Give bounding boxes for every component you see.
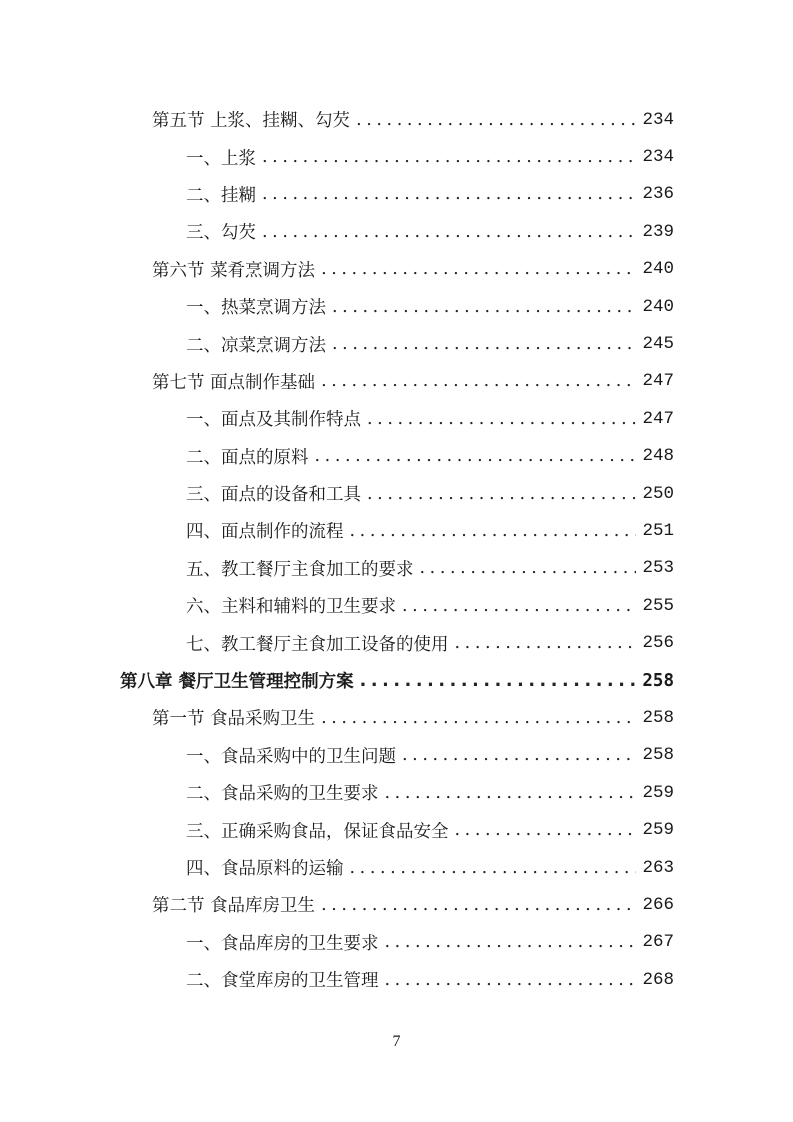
toc-subsection-entry[interactable]: [0, 624, 793, 661]
toc-section-entry[interactable]: [0, 363, 793, 400]
toc-dot-leader: [402, 596, 636, 616]
toc-entry-page-number: 263: [642, 857, 674, 878]
toc-dot-leader: [367, 409, 636, 429]
toc-entry-page-number: 256: [642, 633, 674, 654]
toc-entry-title: 一、食品采购中的卫生问题: [186, 746, 396, 767]
toc-dot-leader: [356, 110, 636, 130]
toc-dot-leader: [315, 446, 637, 466]
toc-dot-leader: [385, 932, 637, 952]
toc-dot-leader: [420, 558, 637, 578]
toc-entry-title: 七、教工餐厅主食加工设备的使用: [186, 634, 449, 655]
toc-dot-leader: [360, 671, 636, 691]
toc-entry-page-number: 234: [642, 109, 674, 130]
toc-entry-page-number: 236: [642, 184, 674, 205]
toc-entry-page-number: 251: [642, 520, 674, 541]
table-of-contents: [0, 101, 793, 998]
toc-subsection-entry[interactable]: [0, 512, 793, 549]
toc-dot-leader: [367, 484, 636, 504]
toc-dot-leader: [350, 521, 637, 541]
toc-entry-title: 第六节 菜肴烹调方法: [152, 260, 316, 281]
toc-entry-page-number: 267: [642, 932, 674, 953]
toc-dot-leader: [350, 858, 637, 878]
toc-entry-title: 一、面点及其制作特点: [186, 410, 361, 431]
toc-entry-title: 一、上浆: [186, 148, 256, 169]
toc-dot-leader: [455, 633, 637, 653]
toc-entry-page-number: 240: [642, 259, 674, 280]
toc-entry-title: 第七节 面点制作基础: [152, 372, 316, 393]
toc-dot-leader: [262, 222, 636, 242]
toc-dot-leader: [321, 259, 636, 279]
toc-subsection-entry[interactable]: [0, 213, 793, 250]
toc-subsection-entry[interactable]: [0, 550, 793, 587]
toc-entry-title: 第一节 食品采购卫生: [152, 709, 316, 730]
toc-subsection-entry[interactable]: [0, 325, 793, 362]
toc-entry-title: 六、主料和辅料的卫生要求: [186, 597, 396, 618]
toc-entry-page-number: 259: [642, 820, 674, 841]
toc-entry-page-number: 247: [642, 408, 674, 429]
toc-subsection-entry[interactable]: [0, 849, 793, 886]
toc-subsection-entry[interactable]: [0, 737, 793, 774]
toc-entry-title: 第二节 食品库房卫生: [152, 896, 316, 917]
toc-entry-title: 第五节 上浆、挂糊、勾芡: [152, 111, 351, 132]
toc-dot-leader: [402, 745, 636, 765]
toc-subsection-entry[interactable]: [0, 400, 793, 437]
toc-subsection-entry[interactable]: [0, 961, 793, 998]
toc-entry-title: 二、食品采购的卫生要求: [186, 784, 379, 805]
toc-dot-leader: [262, 147, 636, 167]
toc-dot-leader: [385, 783, 637, 803]
toc-entry-title: 四、食品原料的运输: [186, 859, 344, 879]
toc-entry-title: 五、教工餐厅主食加工的要求: [186, 559, 414, 580]
toc-subsection-entry[interactable]: [0, 176, 793, 213]
toc-entry-page-number: 258: [642, 745, 674, 766]
toc-subsection-entry[interactable]: [0, 288, 793, 325]
toc-chapter-entry[interactable]: [0, 662, 793, 699]
toc-dot-leader: [455, 820, 637, 840]
toc-entry-page-number: 268: [642, 969, 674, 990]
toc-section-entry[interactable]: [0, 699, 793, 736]
toc-entry-page-number: 240: [642, 296, 674, 317]
toc-entry-title: 二、挂糊: [186, 185, 256, 206]
toc-entry-page-number: 255: [642, 595, 674, 616]
toc-entry-title: 三、面点的设备和工具: [186, 485, 361, 506]
toc-dot-leader: [321, 708, 636, 728]
toc-entry-page-number: 245: [642, 334, 674, 355]
toc-subsection-entry[interactable]: [0, 811, 793, 848]
toc-dot-leader: [385, 970, 637, 990]
toc-entry-title: 二、面点的原料: [186, 447, 309, 468]
toc-dot-leader: [321, 895, 636, 915]
toc-subsection-entry[interactable]: [0, 138, 793, 175]
toc-subsection-entry[interactable]: [0, 475, 793, 512]
toc-entry-page-number: 248: [642, 446, 674, 467]
toc-entry-title: 一、食品库房的卫生要求: [186, 933, 379, 954]
toc-subsection-entry[interactable]: [0, 924, 793, 961]
toc-subsection-entry[interactable]: [0, 774, 793, 811]
toc-entry-page-number: 258: [642, 670, 674, 691]
toc-entry-title: 二、食堂库房的卫生管理: [186, 971, 379, 992]
toc-entry-title: 三、正确采购食品，保证食品安全: [186, 821, 449, 842]
toc-section-entry[interactable]: [0, 251, 793, 288]
toc-entry-page-number: 247: [642, 371, 674, 392]
page-number: 7: [392, 1033, 401, 1050]
toc-section-entry[interactable]: [0, 886, 793, 923]
toc-dot-leader: [332, 297, 636, 317]
toc-entry-page-number: 250: [642, 483, 674, 504]
toc-entry-page-number: 259: [642, 782, 674, 803]
toc-dot-leader: [262, 184, 636, 204]
toc-entry-title: 三、勾芡: [186, 223, 256, 244]
toc-entry-page-number: 266: [642, 894, 674, 915]
toc-subsection-entry[interactable]: [0, 438, 793, 475]
toc-entry-page-number: 239: [642, 221, 674, 242]
toc-subsection-entry[interactable]: [0, 587, 793, 624]
toc-entry-title: 四、面点制作的流程: [186, 522, 344, 543]
toc-dot-leader: [321, 371, 636, 391]
toc-entry-title: 一、热菜烹调方法: [186, 298, 326, 319]
toc-entry-title: 第八章 餐厅卫生管理控制方案: [120, 672, 354, 693]
toc-dot-leader: [332, 334, 636, 354]
toc-entry-title: 二、凉菜烹调方法: [186, 335, 326, 356]
toc-section-entry[interactable]: [0, 101, 793, 138]
toc-entry-page-number: 253: [642, 558, 674, 579]
toc-entry-page-number: 258: [642, 707, 674, 728]
toc-entry-page-number: 234: [642, 147, 674, 168]
